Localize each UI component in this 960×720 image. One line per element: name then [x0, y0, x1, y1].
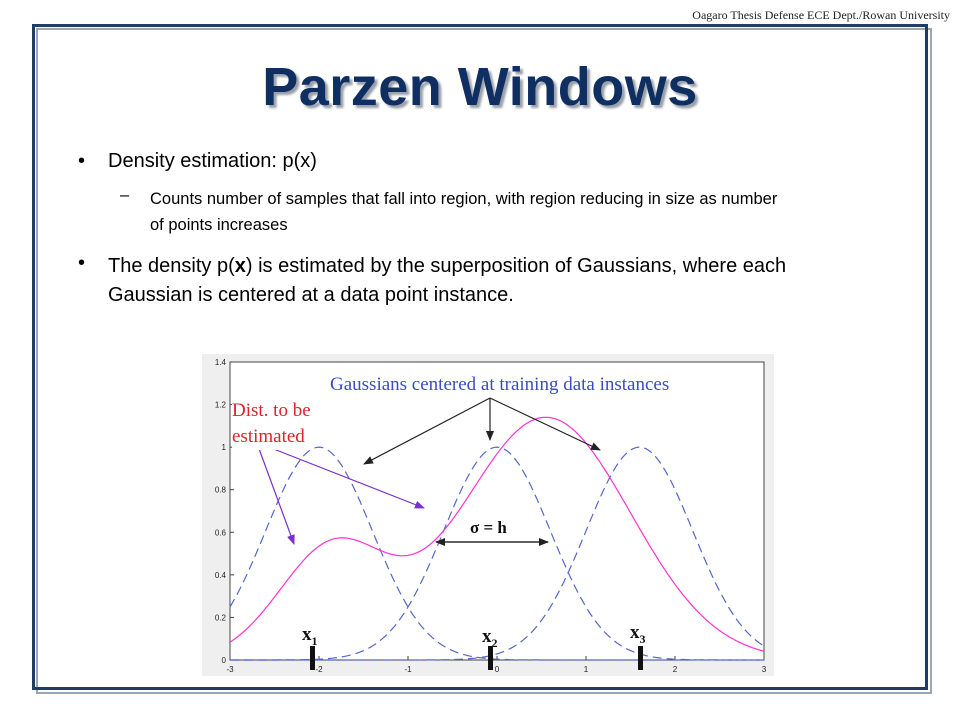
- annotation-dist-line1: Dist. to be: [232, 400, 311, 421]
- point-label-2: $x_2$: [482, 626, 498, 650]
- header-note: Oagaro Thesis Defense ECE Dept./Rowan University: [692, 8, 950, 22]
- bullet-2-before: The density p(: [108, 255, 235, 277]
- x-tick-label: 2: [672, 665, 678, 674]
- sample-marker-1: [310, 646, 315, 670]
- slide-title: Parzen Windows: [262, 57, 698, 117]
- x-tick-label: 3: [761, 665, 767, 674]
- annotation-dist: [232, 398, 311, 450]
- sample-marker-3: [638, 646, 643, 670]
- y-tick-label: 0.4: [214, 570, 226, 580]
- y-tick-label: 0.6: [214, 528, 226, 538]
- y-tick-label: 0.2: [214, 613, 226, 623]
- y-tick-label: 1: [221, 443, 226, 453]
- parzen-figure: [202, 354, 774, 676]
- annotation-dist-line2: estimated: [232, 426, 305, 447]
- x-tick-label: 0: [494, 665, 500, 674]
- bullet-dot: •: [78, 252, 86, 274]
- bullet-2-text: [108, 252, 848, 310]
- annotation-sigma: σ = h: [470, 518, 507, 537]
- sub-bullet-dash: –: [120, 186, 130, 204]
- y-tick-label: 0.8: [214, 485, 226, 495]
- point-label-1: $x_1$: [302, 624, 318, 648]
- y-tick-label: 1.2: [214, 400, 226, 410]
- sub-bullet-1-text: Counts number of samples that fall into region, with region reducing in size as number of points increases: [150, 190, 778, 234]
- x-tick-label: -2: [315, 665, 323, 674]
- annotation-gaussians: Gaussians centered at training data instances: [330, 374, 670, 395]
- x-tick-label: 1: [583, 665, 589, 674]
- bullet-2-bold: x: [234, 255, 246, 277]
- bullet-2-after: ) is estimated by the superposition of Gaussians, where each Gaussian is centered at a data point instance.: [108, 255, 787, 306]
- y-tick-label: 0: [221, 656, 226, 665]
- x-tick-label: -1: [404, 665, 412, 674]
- y-tick-label: 1.4: [214, 358, 226, 367]
- bullet-dot: •: [78, 150, 86, 172]
- x-tick-label: -3: [226, 665, 234, 674]
- bullet-1-text: Density estimation: p(x): [108, 150, 317, 172]
- point-label-3: $x_3$: [630, 622, 646, 646]
